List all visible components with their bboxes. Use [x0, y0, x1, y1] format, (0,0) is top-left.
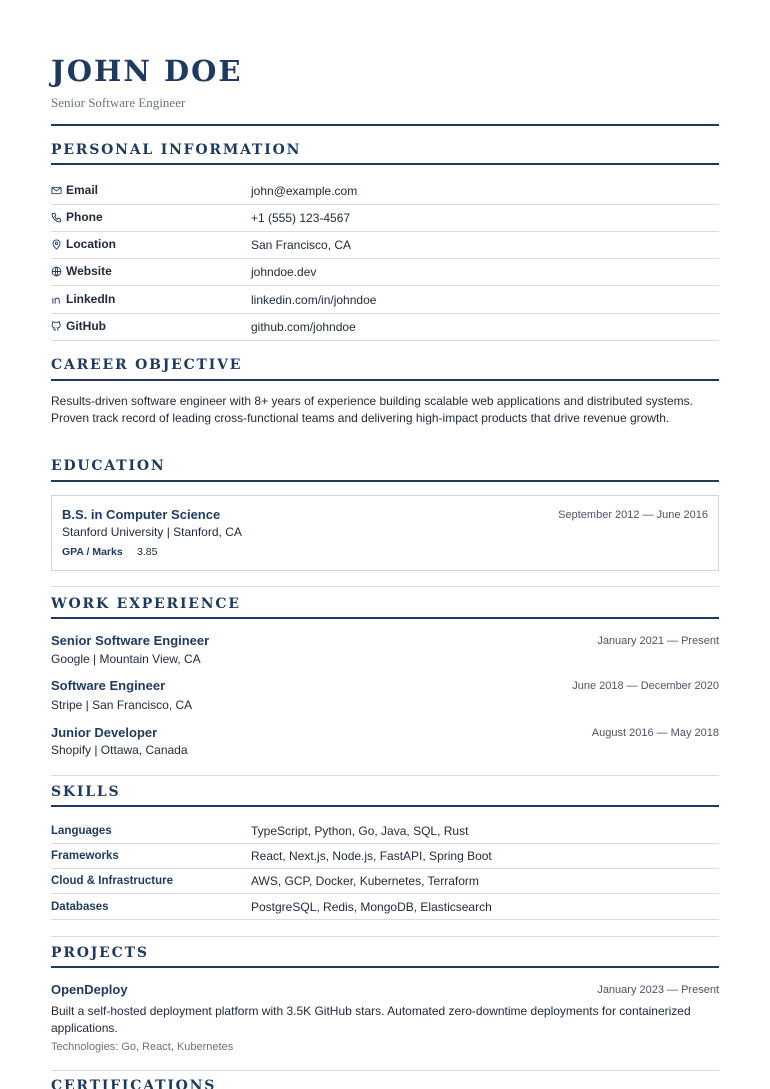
skill-category: Databases	[51, 901, 109, 913]
section-title-personal: PERSONAL INFORMATION	[51, 142, 302, 158]
section-end-divider	[51, 775, 719, 776]
skill-row	[51, 819, 719, 844]
linkedin-value[interactable]: linkedin.com/in/johndoe	[251, 293, 377, 307]
section-title-education: EDUCATION	[51, 458, 166, 474]
phone-value[interactable]: +1 (555) 123-4567	[251, 211, 351, 225]
skill-row	[51, 869, 719, 894]
section-end-divider	[51, 936, 719, 937]
header-divider	[51, 124, 719, 126]
section-divider	[51, 617, 719, 619]
skill-category: Languages	[51, 825, 112, 837]
section-title-certifications: CERTIFICATIONS	[51, 1078, 217, 1089]
school-name: Stanford University | Stanford, CA	[62, 525, 242, 539]
skill-items: React, Next.js, Node.js, FastAPI, Spring Boot	[251, 849, 492, 863]
email-value[interactable]: john@example.com	[251, 184, 358, 198]
phone-icon	[51, 212, 62, 223]
gpa-value: 3.85	[137, 546, 158, 558]
project-technologies: Technologies: Go, React, Kubernetes	[51, 1041, 234, 1053]
github-value[interactable]: github.com/johndoe	[251, 320, 356, 334]
candidate-title: Senior Software Engineer	[51, 95, 186, 110]
skill-category: Cloud & Infrastructure	[51, 875, 174, 887]
info-label-text: Website	[66, 264, 112, 278]
info-label	[51, 210, 103, 224]
info-label	[51, 319, 106, 333]
section-divider	[51, 480, 719, 482]
globe-icon	[51, 266, 62, 277]
section-end-divider	[51, 1070, 719, 1071]
info-row-github	[51, 314, 719, 341]
skill-items: PostgreSQL, Redis, MongoDB, Elasticsearch	[251, 900, 492, 914]
section-title-projects: PROJECTS	[51, 945, 149, 961]
section-divider	[51, 966, 719, 968]
info-label-text: Phone	[66, 210, 103, 224]
section-title-skills: SKILLS	[51, 784, 121, 800]
location-value: San Francisco, CA	[251, 238, 352, 252]
info-row-website	[51, 259, 719, 286]
project-name: OpenDeploy	[51, 982, 128, 997]
gpa-label: GPA / Marks	[62, 546, 123, 558]
objective-text: Results-driven software engineer with 8+ years of experience building scalable web applications and distributed systems. Proven track record of leading cross-functional teams and delivering high-impact products that drive revenue growth.	[51, 394, 694, 425]
skill-items: AWS, GCP, Docker, Kubernetes, Terraform	[251, 874, 479, 888]
info-row-location	[51, 232, 719, 259]
website-value[interactable]: johndoe.dev	[251, 265, 317, 279]
info-label-text: LinkedIn	[66, 292, 116, 306]
section-title-objective: CAREER OBJECTIVE	[51, 357, 243, 373]
job-company: Stripe | San Francisco, CA	[51, 698, 193, 712]
info-row-linkedin	[51, 287, 719, 314]
section-divider	[51, 163, 719, 165]
job-title: Junior Developer	[51, 725, 158, 740]
project-dates: January 2023 — Present	[597, 984, 719, 996]
section-divider	[51, 805, 719, 807]
info-label-text: Email	[66, 183, 99, 197]
skill-row	[51, 844, 719, 869]
job-dates: June 2018 — December 2020	[572, 680, 719, 692]
skill-row	[51, 895, 719, 920]
job-company: Google | Mountain View, CA	[51, 652, 201, 666]
info-row-phone	[51, 205, 719, 232]
section-divider	[51, 379, 719, 381]
job-title: Software Engineer	[51, 678, 166, 693]
education-entry	[51, 495, 719, 571]
candidate-name: JOHN DOE	[51, 54, 243, 88]
section-title-experience: WORK EXPERIENCE	[51, 596, 241, 612]
project-description: Built a self-hosted deployment platform with 3.5K GitHub stars. Automated zero-downtime deployments for containerized applications.	[51, 1004, 691, 1035]
section-end-divider	[51, 586, 719, 587]
linkedin-icon	[51, 294, 62, 305]
github-icon	[51, 321, 62, 332]
map-pin-icon	[51, 239, 62, 250]
job-dates: January 2021 — Present	[597, 635, 719, 647]
info-label-text: GitHub	[66, 319, 106, 333]
skill-category: Frameworks	[51, 850, 119, 862]
info-label-text: Location	[66, 237, 116, 251]
degree-title: B.S. in Computer Science	[62, 507, 221, 522]
info-label	[51, 237, 116, 251]
info-label	[51, 264, 112, 278]
job-title: Senior Software Engineer	[51, 633, 210, 648]
job-company: Shopify | Ottawa, Canada	[51, 743, 188, 757]
education-dates: September 2012 — June 2016	[558, 509, 708, 521]
info-row-email	[51, 178, 719, 205]
info-label	[51, 183, 98, 197]
skill-items: TypeScript, Python, Go, Java, SQL, Rust	[251, 824, 469, 838]
job-dates: August 2016 — May 2018	[591, 727, 719, 739]
info-label	[51, 292, 115, 306]
mail-icon	[51, 185, 62, 196]
